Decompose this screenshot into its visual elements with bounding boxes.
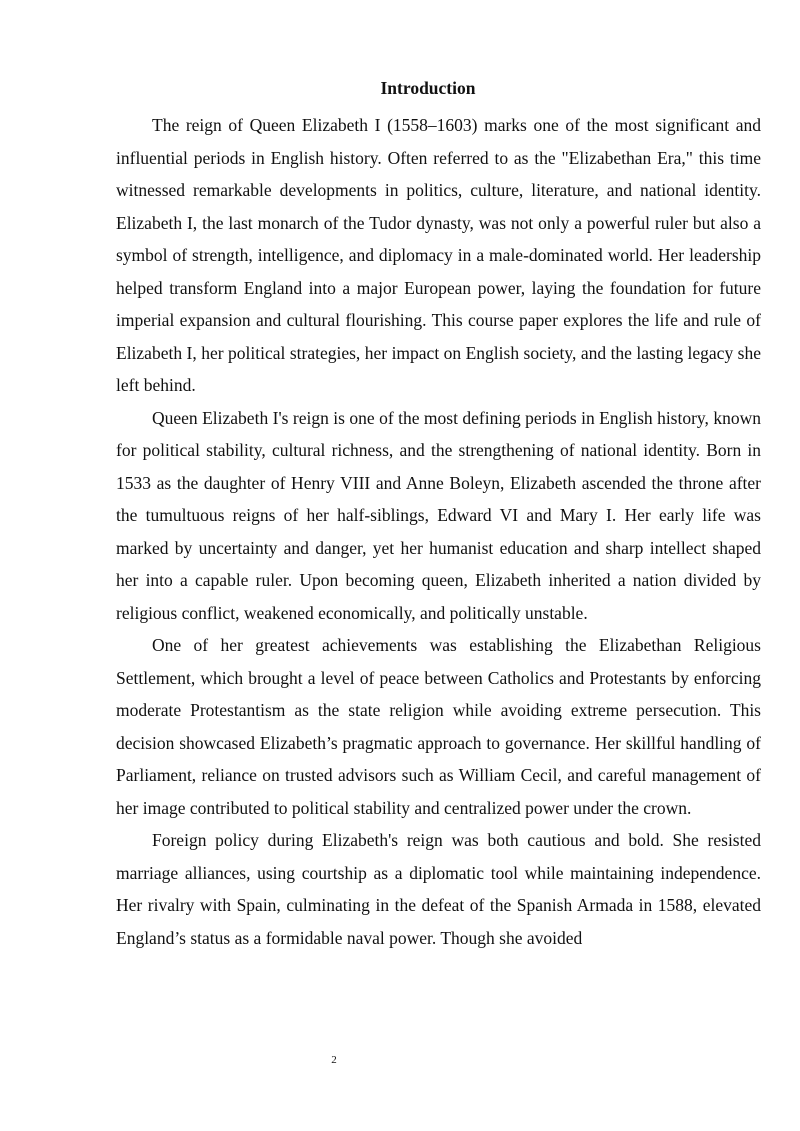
page-number: 2 (331, 1054, 337, 1066)
paragraph: Foreign policy during Elizabeth's reign was both cautious and bold. She resisted marriage alliances, using courtship as a diplomatic tool while maintaining independence. Her rivalry with Spain, culminating in the defeat of the Spanish Armada in 1588, elevated England’s status as a formidable naval power. Though she avoided (116, 830, 761, 948)
paragraph: One of her greatest achievements was establishing the Elizabethan Religious Settlement, which brought a level of peace between Catholics and Protestants by enforcing moderate Protestantism as the state religion while avoiding extreme persecution. This decision showcased Elizabeth’s pragmatic approach to governance. Her skillful handling of Parliament, reliance on trusted advisors such as William Cecil, and careful management of her image contributed to political stability and centralized power under the crown. (116, 635, 761, 818)
body-text (116, 109, 761, 954)
paragraph: Queen Elizabeth I's reign is one of the most defining periods in English history, known for political stability, cultural richness, and the strengthening of national identity. Born in 1533 as the daughter of Henry VIII and Anne Boleyn, Elizabeth ascended the throne after the tumultuous reigns of her half-siblings, Edward VI and Mary I. Her early life was marked by uncertainty and danger, yet her humanist education and sharp intellect shaped her into a capable ruler. Upon becoming queen, Elizabeth inherited a nation divided by religious conflict, weakened economically, and politically unstable. (116, 407, 761, 623)
paragraph: The reign of Queen Elizabeth I (1558–1603) marks one of the most significant and influential periods in English history. Often referred to as the "Elizabethan Era," this time witnessed remarkable developments in politics, culture, literature, and national identity. Elizabeth I, the last monarch of the Tudor dynasty, was not only a powerful ruler but also a symbol of strength, intelligence, and diplomacy in a male-dominated world. Her leadership helped transform England into a major European power, laying the foundation for future imperial expansion and cultural flourishing. This course paper explores the life and rule of Elizabeth I, her political strategies, her impact on English society, and the lasting legacy she left behind. (116, 115, 761, 395)
section-heading: Introduction (380, 78, 476, 98)
